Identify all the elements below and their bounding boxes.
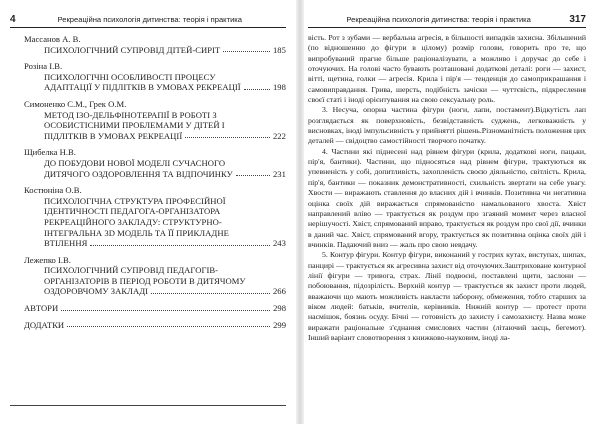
toc-leader-dots	[223, 50, 270, 52]
left-header-rule	[10, 27, 286, 28]
toc-title-line-last	[10, 238, 286, 249]
toc-leader-dots	[244, 88, 270, 90]
toc-title-line: РЕКРЕАЦІЙНОГО ЗАКЛАДУ: СТРУКТУРНО-	[44, 216, 222, 227]
toc-title-line: МЕТОД ІЗО-ДЕЛЬФІНОТЕРАПІЇ В РОБОТІ З	[44, 109, 217, 120]
body-paragraph: вість. Рот з зубами — вербальна агресія, в більшості випадків захисна. Збільшений (по відношенню до фігури в цілому) розмір голови, говорить про те, що випробуваний прагне більше раціоналізувати, а можливо і доручає до себе і оточуючих. На голові часто бувають розташовані додаткові деталі: роги — захист, вітті, щетина, голки — агресія. Крила і пір'я — тенденція до самоприкрашання і самовиправдання. Грива, шерсть, подібність зачіски — чуттєвість, підкреслення своєї статі і іноді орієнтування на свою сексуальну роль.	[308, 33, 586, 105]
toc-leader-dots	[151, 292, 270, 294]
toc-extra-entry	[10, 320, 286, 331]
left-running-title: Рекреаційна психологія дитинства: теорія і практика	[57, 15, 243, 24]
left-running-head	[10, 13, 284, 26]
toc-page-number: 231	[272, 168, 286, 179]
toc-title-line: ОРГАНІЗАТОРІВ В ПЕРІОД РОБОТИ В ДИТЯЧОМУ	[44, 275, 246, 286]
toc-extra-label: АВТОРИ	[24, 303, 59, 314]
toc-leader-dots	[67, 325, 270, 327]
right-page	[304, 0, 600, 424]
toc-entry	[10, 185, 286, 249]
toc-title-text: ПСИХОЛОГІЧНИЙ СУПРОВІД ДІТЕЙ-СИРІТ	[44, 44, 221, 55]
left-page-number: 4	[10, 14, 16, 25]
toc-title-text: АДАПТАЦІЇ У ПІДЛІТКІВ В УМОВАХ РЕКРЕАЦІЇ	[44, 82, 241, 93]
body-paragraph: 5. Контур фігури. Контур фігури, виконаний у гострих кутах, виступах, шипах, панцирі — трактується як агресивна захист від оточуючих.Заштриховане контурної лінії фігури — тривога, страх. Лінії подвоєні, поставлені щити, заслони — побоювання, підозрілість. Верхній контур — трактується як захист проти людей, вважаючи що мають можливість накласти заборону, обмеження, тобто старших за віком людей: батьків, вчителів, керівників. Нижній контур — протест проти насмішок, боязнь осуду. Бічні — готовність до захисту і самозахисту. Назва може виражати раціональне з'єднання смислових частин (літаючий заєць, бегемот). Інший варіант словотворення з книжково-науковим, іноді ла-	[308, 250, 586, 342]
book-gutter	[296, 0, 304, 424]
toc-entry	[10, 99, 286, 141]
right-page-number: 317	[569, 14, 586, 25]
toc-leader-dots	[61, 309, 270, 311]
right-running-head	[308, 13, 586, 26]
toc-page-number: 243	[272, 238, 286, 249]
body-text	[308, 33, 586, 343]
left-footer-rule	[10, 405, 286, 406]
toc-title-line-last	[10, 131, 286, 142]
toc-entry	[10, 255, 286, 297]
toc-leader-dots	[236, 174, 270, 176]
toc-page-number: 266	[272, 286, 286, 297]
toc-author: Щибелка Н.В.	[24, 147, 76, 158]
body-paragraph: 4. Частини які піднесені над рівнем фігури (крила, додаткові ноги, пацьки, пір'я, бантики). Частини, що підносяться над рівнем фігури, трактуються як упевненість у собі, допитливість, захопленість своєю діяльністю, світлість. Крила, пір'я, бантики — показник демонстративності, схильність звертати на себе увагу. Хвости — виражають ставлення до власних дій і вчинків. Позитивна чи негативна оцінка своїх дій виражається спрямованістю намальованого хвоста. Хвіст направлений вліво — трактується як роздум про згаяний момент через власної нерішучості. Хвіст, спрямований вправо, трактується як роздум про свої дії, вчинки в даний час. Хвіст, спрямований вгору, трактується як позитивна оцінка своїх дій і вчинків. Падаючий вниз — жаль про свою невдачу.	[308, 146, 586, 249]
toc-author: Лежепко І.В.	[24, 254, 71, 265]
toc-title-line-last	[10, 82, 286, 93]
left-page	[0, 0, 296, 424]
toc-extra-label: ДОДАТКИ	[24, 319, 65, 330]
toc-title-line-last	[10, 45, 286, 56]
toc-author: Костюніна О.В.	[24, 185, 82, 196]
right-running-title: Рекреаційна психологія дитинства: теорія і практика	[346, 15, 531, 24]
toc-page-number: 222	[272, 130, 286, 141]
toc-entry	[10, 34, 286, 55]
table-of-contents	[10, 34, 286, 336]
toc-author: Массанов А. В.	[24, 34, 81, 44]
toc-entry	[10, 147, 286, 179]
toc-title-text: ПІДЛІТКІВ В УМОВАХ РЕКРЕАЦІЇ	[44, 130, 183, 141]
toc-title-line: ІНТЕГРАЛЬНА 3D МОДЕЛЬ ТА ЇЇ ПРИКЛАДНЕ	[44, 227, 229, 238]
toc-title-line: ІДЕНТИЧНОСТІ ПЕДАГОГА-ОРГАНІЗАТОРА	[44, 206, 221, 217]
toc-entry	[10, 61, 286, 93]
toc-leader-dots	[185, 136, 270, 138]
toc-title-line-last	[10, 286, 286, 297]
toc-page-number: 298	[273, 303, 286, 314]
toc-page-number: 185	[272, 44, 286, 55]
toc-author: Симоненко С.М., Грек О.М.	[24, 98, 127, 109]
toc-leader-dots	[90, 244, 270, 246]
right-header-rule	[308, 27, 586, 28]
toc-title-text: ДИТЯЧОГО ОЗДОРОВЛЕННЯ ТА ВІДПОЧИНКУ	[44, 168, 233, 179]
toc-title-line: ПСИХОЛОГІЧНИЙ СУПРОВІД ПЕДАГОГІВ-	[44, 265, 219, 276]
body-paragraph: 3. Несуча, опорна частина фігури (ноги, лапи, постамент).Відкутість лап розглядається як поверхновість, безвідставність суджень, легковажність у висновках, іноді імпульсивність у прийнятті рішень.Різноманітність положення цих деталей — свідоцтво самостійності творчого початку.	[308, 105, 586, 146]
toc-title-line: ОСОБИСТІСНИМИ ПРОБЛЕМАМИ У ДІТЕЙ І	[44, 120, 225, 131]
toc-author: Розіна І.В.	[24, 61, 63, 72]
toc-title-line: ПСИХОЛОГІЧНІ ОСОБЛИВОСТІ ПРОЦЕСУ	[44, 71, 216, 82]
toc-title-line-last	[10, 169, 286, 180]
toc-title-line: ПСИХОЛОГІЧНА СТРУКТУРА ПРОФЕСІЙНОЇ	[44, 195, 226, 206]
toc-title-text: ОЗДОРОВЧОМУ ЗАКЛАДІ	[44, 286, 149, 297]
toc-title-text: ВТІЛЕННЯ	[44, 238, 88, 249]
toc-title-line: ДО ПОБУДОВИ НОВОЇ МОДЕЛІ СУЧАСНОГО	[44, 157, 226, 168]
toc-extra-entry	[10, 303, 286, 314]
toc-page-number: 299	[273, 319, 286, 330]
toc-page-number: 198	[272, 82, 286, 93]
